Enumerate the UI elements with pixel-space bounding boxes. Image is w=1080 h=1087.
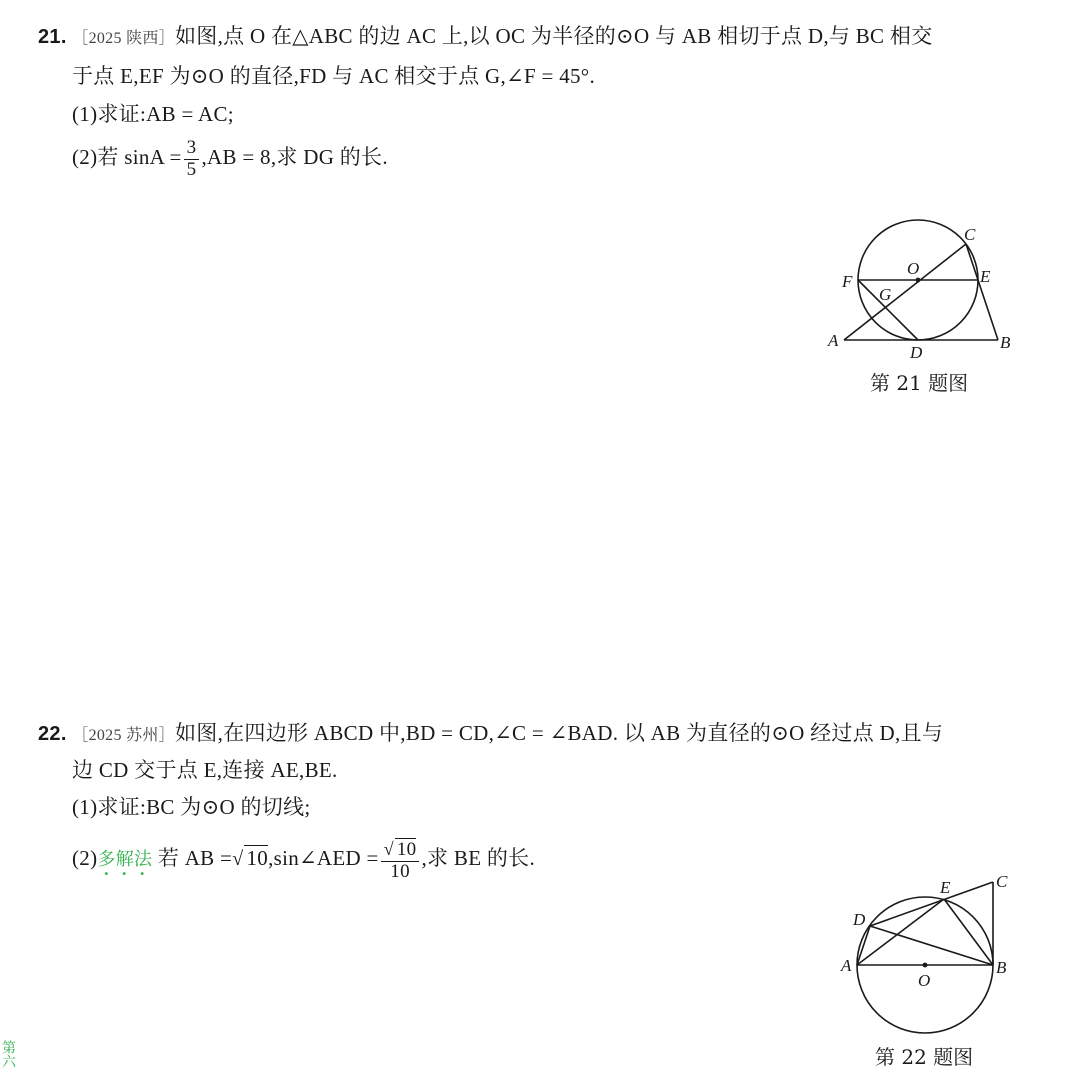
q21-label-F: F (842, 272, 853, 291)
q22-source: ［2025 苏州］ (72, 727, 175, 744)
q22-line-BE (944, 899, 993, 965)
q22-part2-prefix: (2) (72, 846, 98, 871)
q22-part2: (2)多解法 ••• 若 AB =√ 10,sin∠AED = $\frac{√ 10}{10}$ ,求 BE 的长. (72, 839, 536, 882)
q22-stem-text1: 如图,在四边形 ABCD 中,BD = CD,∠C = ∠BAD. 以 AB 为直径的⊙O 经过点 D,且与 (174, 721, 944, 745)
q22-frac-den: 10 (390, 860, 410, 882)
q21-part1: (1)求证:AB = AC; (72, 102, 234, 126)
q22-sqrt-value: 10 (246, 846, 269, 871)
q21-source: ［2025 陕西］ (72, 30, 175, 47)
q21-label-O: O (907, 259, 920, 278)
q22-label-C: C (996, 872, 1008, 891)
q21-stem-line2: 于点 E,EF 为⊙O 的直径,FD 与 AC 相交于点 G,∠F = 45°. (72, 64, 596, 88)
q22-number: 22. (38, 723, 67, 745)
q21-label-C: C (964, 225, 976, 244)
q22-emphasis-dots: ••• (103, 869, 158, 881)
q22-label-E: E (940, 878, 951, 897)
side-chapter-label: 第六 (0, 1040, 16, 1068)
q21-label-E: E (980, 267, 991, 286)
q22-line-AE (857, 899, 944, 965)
q22-center-dot (923, 963, 928, 968)
q22-stem-line2: 边 CD 交于点 E,连接 AE,BE. (72, 758, 338, 782)
q22-multi-method-label: 多解法 (97, 849, 153, 871)
q22-line-DB (870, 926, 993, 965)
q22-label-A: A (841, 956, 852, 975)
q21-number: 21. (38, 26, 67, 48)
q22-label-D: D (853, 910, 866, 929)
q21-caption: 第 21 题图 (870, 371, 969, 395)
q21-label-A: A (828, 331, 839, 350)
q21-part2-prefix: (2)若 sinA = (72, 145, 182, 170)
q22-part2-mid2: ,sin∠AED = (268, 846, 379, 871)
q21-part2-suffix: ,AB = 8,求 DG 的长. (201, 145, 388, 170)
q21-frac-num: 3 (184, 138, 200, 160)
q21-stem-text1: 如图,点 O 在△ABC 的边 AC 上,以 OC 为半径的⊙O 与 AB 相切于点 D,与 BC 相交 (174, 24, 933, 48)
q22-part1: (1)求证:BC 为⊙O 的切线; (72, 795, 311, 819)
q22-caption: 第 22 题图 (875, 1045, 974, 1069)
q21-label-B: B (1000, 333, 1011, 352)
q21-label-D: D (910, 343, 923, 362)
q21-label-G: G (879, 285, 892, 304)
q22-part2-mid: 若 AB = (157, 846, 233, 871)
q21-frac-den: 5 (186, 158, 197, 180)
q22-label-O: O (918, 971, 931, 990)
q22-label-B: B (996, 958, 1007, 977)
q22-frac-num-value: 10 (396, 839, 417, 860)
q22-frac-num: √ 10 (381, 838, 420, 862)
q22-part2-suffix: ,求 BE 的长. (421, 846, 536, 871)
